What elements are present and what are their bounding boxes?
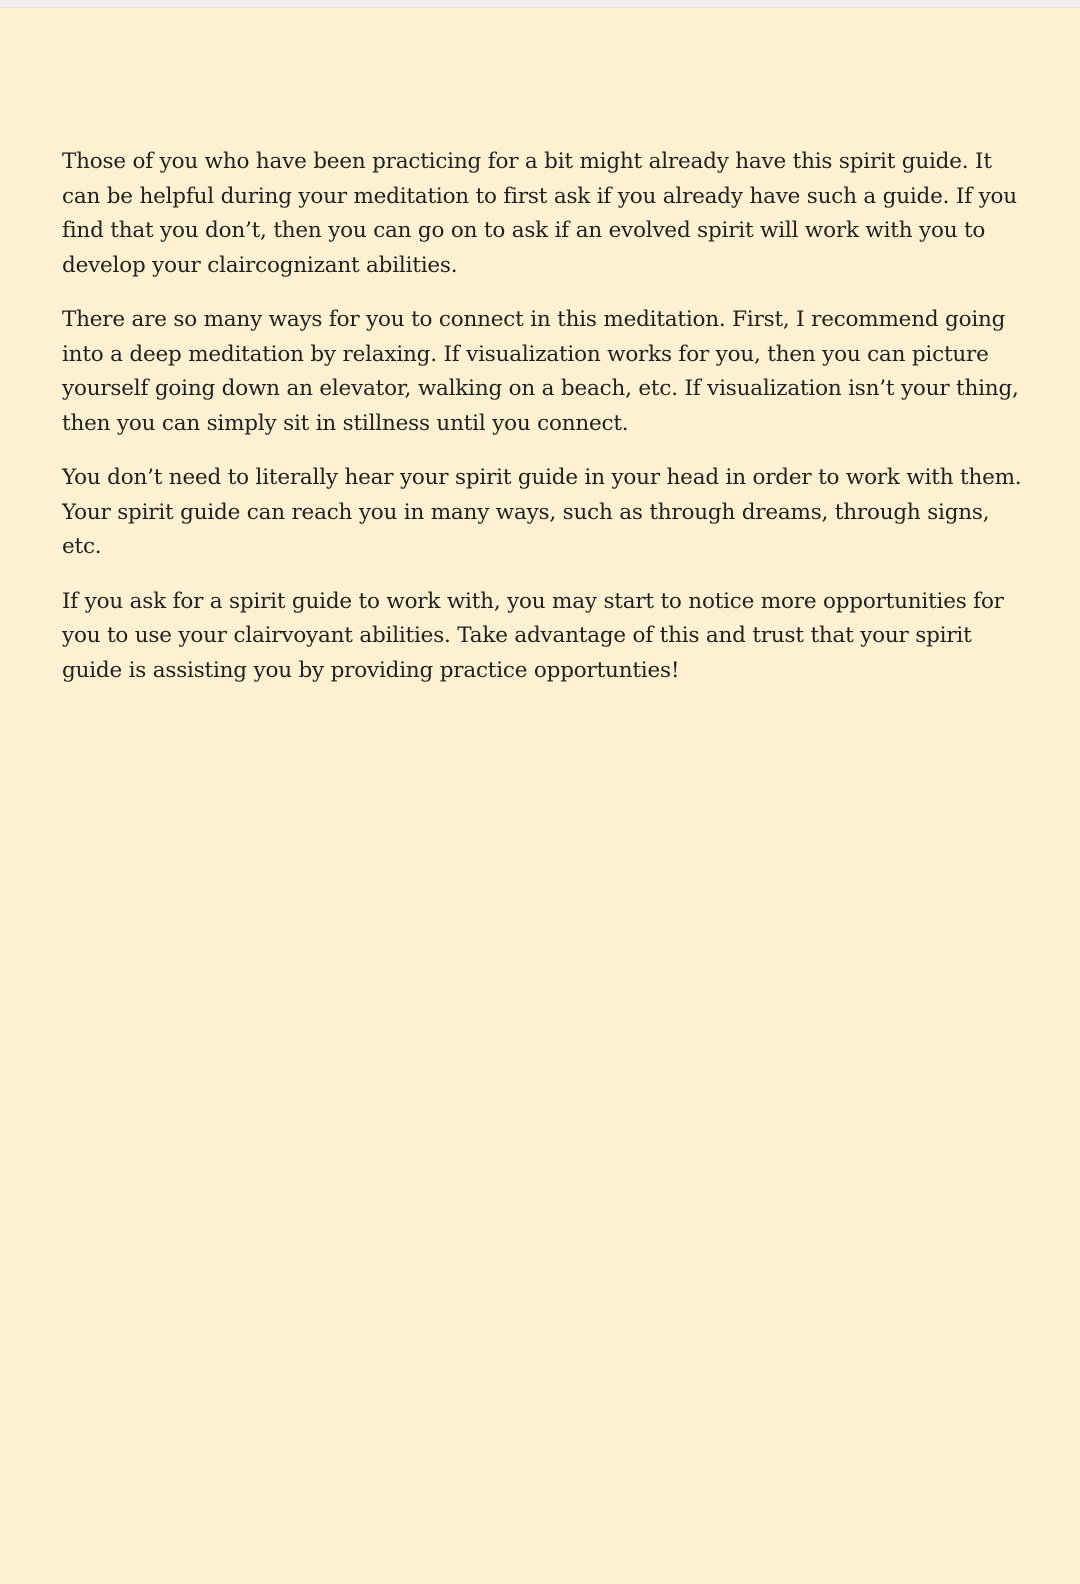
paragraph-4: If you ask for a spirit guide to work with, you may start to notice more opportunities for you to use your clairvoyant abilities. Take advantage of this and trust that your spirit guide is assisting you by providing practice opportunties!: [62, 588, 1004, 683]
paragraph-3: You don’t need to literally hear your spirit guide in your head in order to work with them. Your spirit guide can reach you in many ways, such as through dreams, through signs, etc.: [62, 465, 1022, 559]
reader-page[interactable]: [0, 8, 1080, 1584]
top-bar: [0, 0, 1080, 8]
paragraph-2: There are so many ways for you to connect in this meditation. First, I recommend going into a deep meditation by relaxing. If visualization works for you, then you can picture yourself going down an elevator, walking on a beach, etc. If visualization isn’t your thing, then you can simply sit in stillness until you connect.: [62, 307, 1019, 436]
paragraph-1: Those of you who have been practicing for a bit might already have this spirit guide. It can be helpful during your meditation to first ask if you already have such a guide. If you find that you don’t, then you can go on to ask if an evolved spirit will work with you to develop your claircognizant abilities.: [62, 149, 1017, 278]
article-body: [62, 145, 1022, 708]
